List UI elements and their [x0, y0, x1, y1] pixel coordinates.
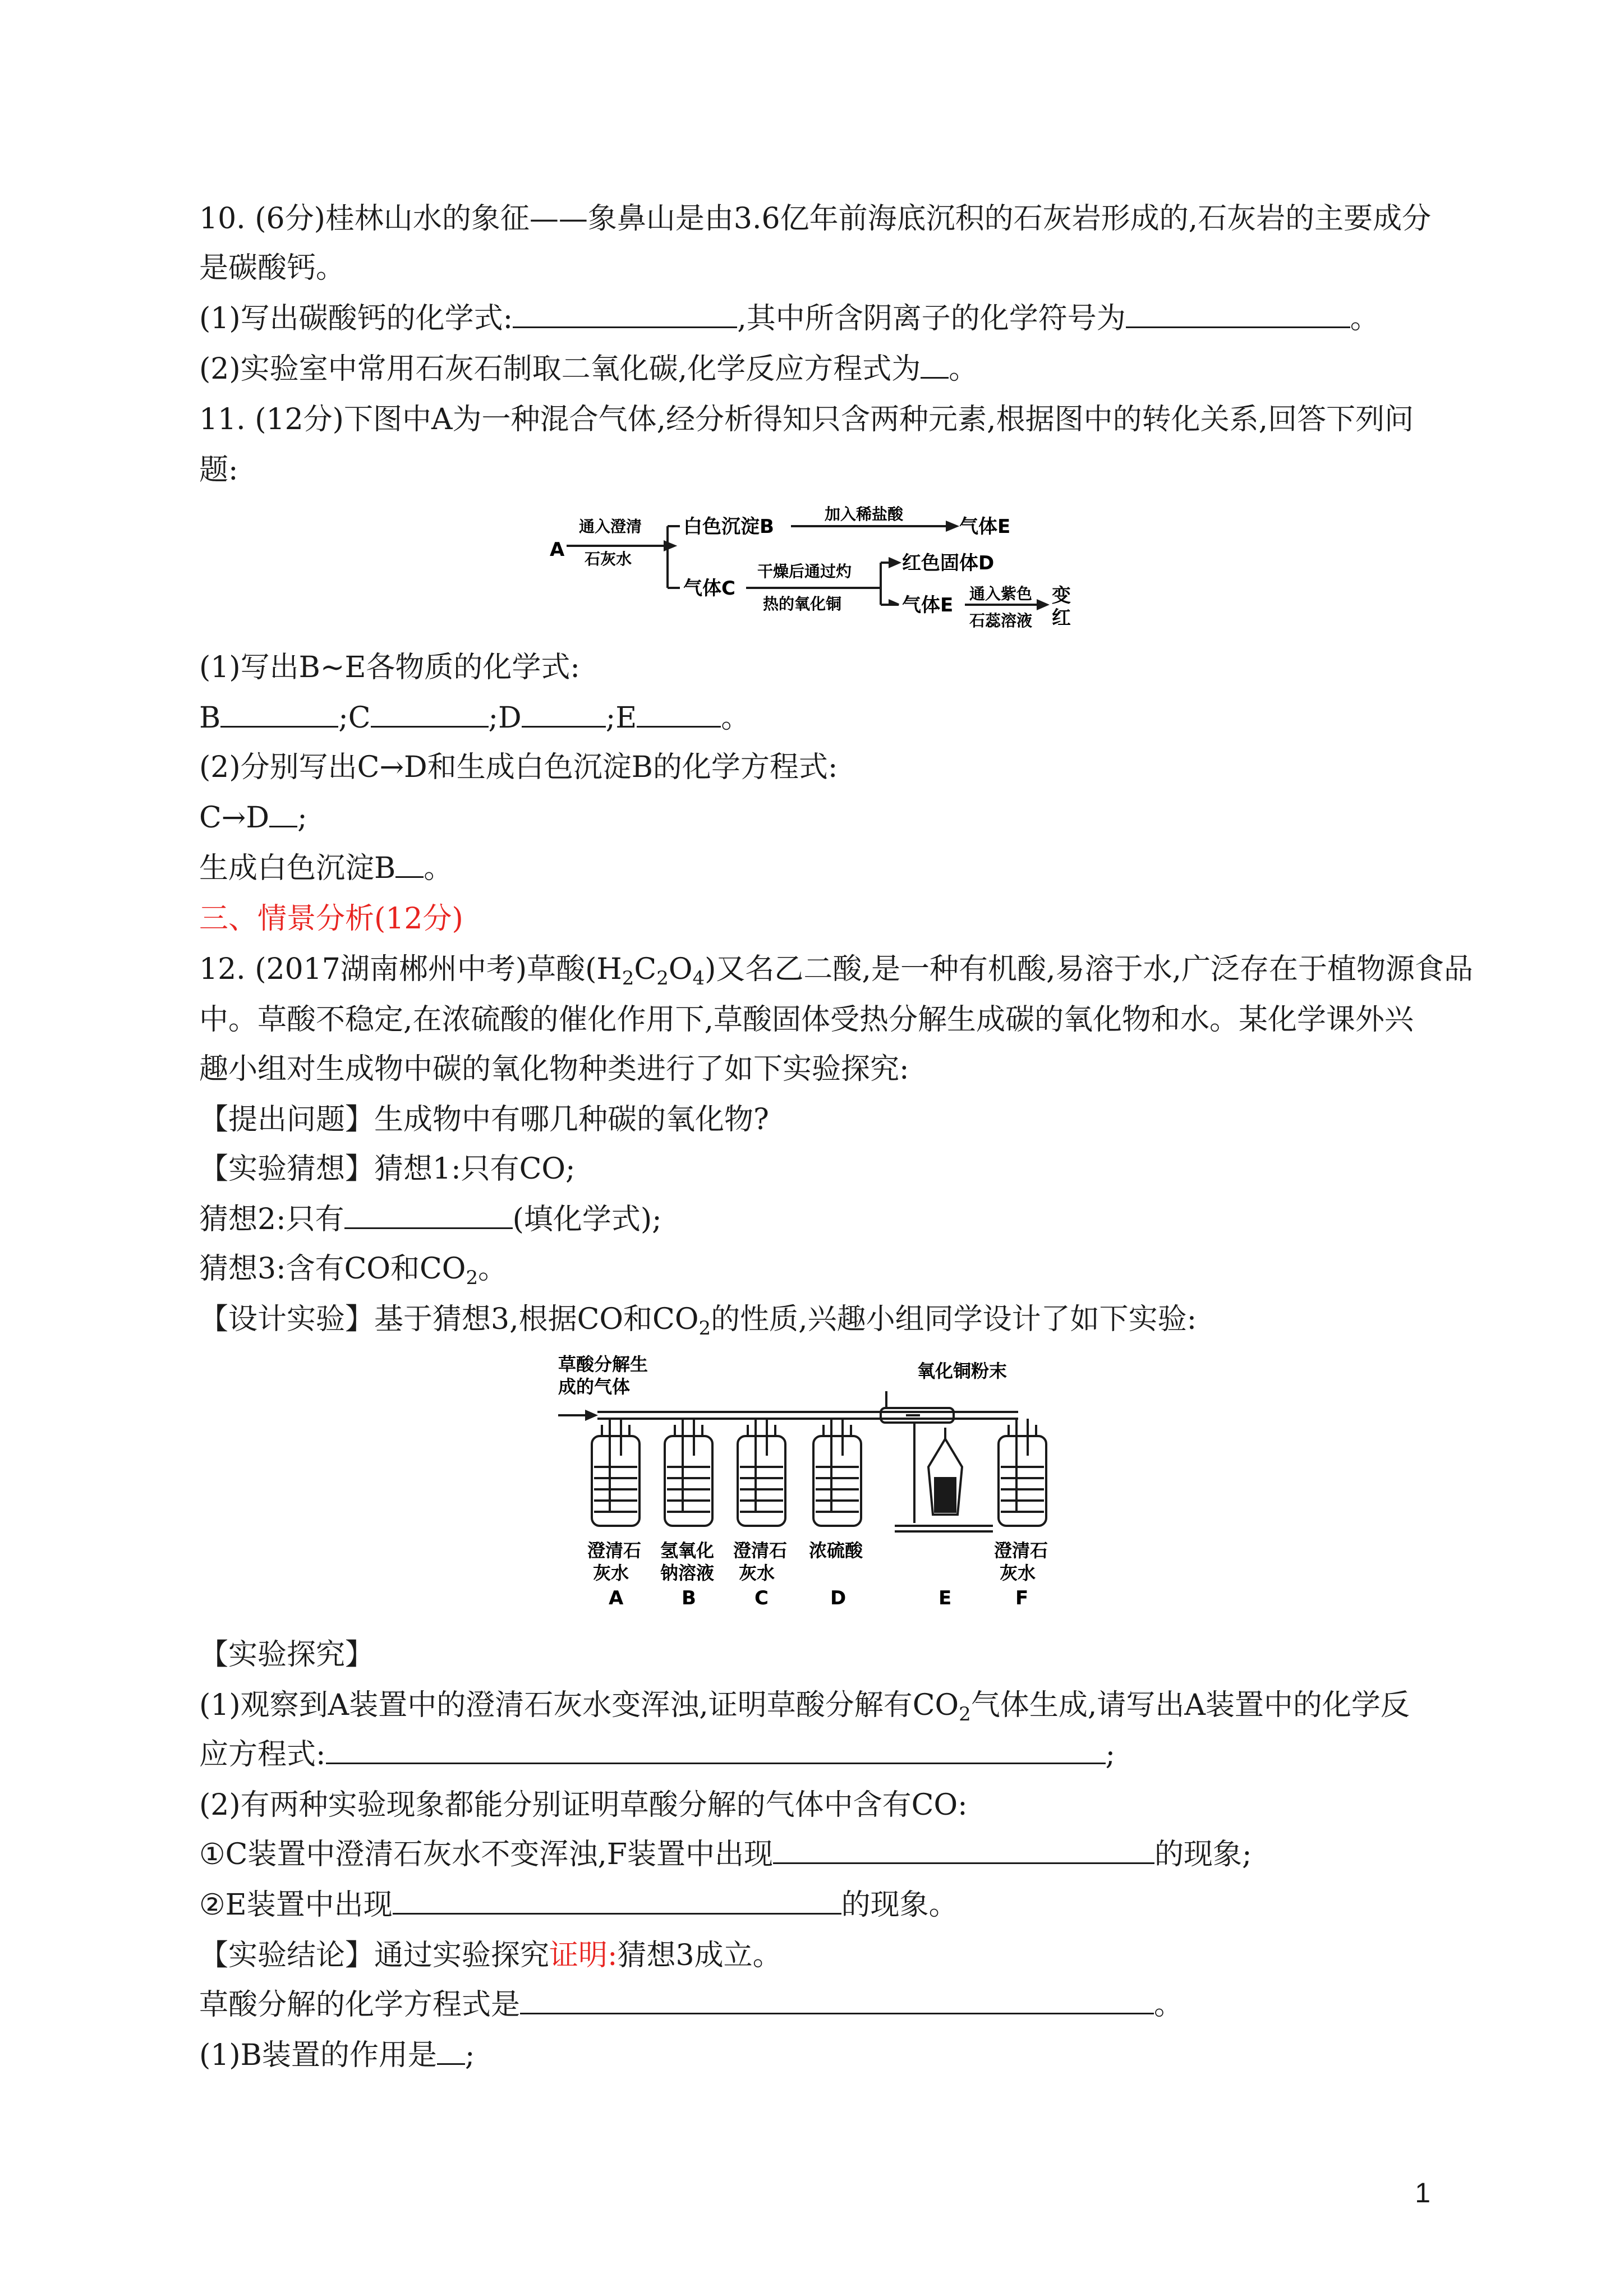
- inlet-label-bottom: 成的气体: [558, 1376, 631, 1397]
- flow-result-top: 变: [1052, 585, 1071, 607]
- answer-blank[interactable]: [522, 701, 606, 728]
- flow-a: A: [550, 539, 565, 561]
- section-heading: 三、情景分析(12分): [199, 902, 463, 936]
- label-f-bottom: 灰水: [1000, 1562, 1036, 1584]
- q11-line1: 11. (12分)下图中A为一种混合气体,经分析得知只含两种元素,根据图中的转化关系,回答下列问: [199, 403, 1414, 436]
- label-f-top: 澄清石: [994, 1540, 1048, 1561]
- answer-blank[interactable]: [395, 852, 424, 878]
- q11-white-precipitate: 生成白色沉淀B 。: [199, 852, 453, 885]
- answer-blank[interactable]: [773, 1838, 1154, 1864]
- q11-blanks: B ;C ;D ;E 。: [199, 701, 751, 735]
- label-b-top: 氢氧化: [660, 1540, 715, 1561]
- q12-question: 【提出问题】生成物中有哪几种碳的氧化物?: [199, 1103, 769, 1137]
- label-a-bottom: 灰水: [593, 1562, 629, 1584]
- answer-blank[interactable]: [220, 701, 338, 728]
- q12-explore: 【实验探究】: [199, 1638, 375, 1672]
- q12-equation: 草酸分解的化学方程式是 。: [199, 1988, 1184, 2022]
- q12-line2: 中。草酸不稳定,在浓硫酸的催化作用下,草酸固体受热分解生成碳的氧化物和水。某化学课外兴: [199, 1003, 1414, 1037]
- label-c-bottom: 灰水: [739, 1562, 775, 1584]
- flow-result-bottom: 红: [1052, 607, 1071, 629]
- bottle-a: [592, 1419, 640, 1526]
- label-c-top: 澄清石: [733, 1540, 788, 1561]
- q12-b-role: (1)B装置的作用是 ;: [199, 2039, 475, 2072]
- answer-blank[interactable]: [326, 1738, 1106, 1764]
- flow-step4-bottom: 石蕊溶液: [969, 611, 1033, 630]
- flow-gas-e-bottom: 气体E: [902, 594, 954, 616]
- q12-guess1: 【实验猜想】猜想1:只有CO;: [199, 1152, 576, 1186]
- q12-e2-1: ①C装置中澄清石灰水不变浑浊,F装置中出现 的现象;: [199, 1838, 1252, 1871]
- bottle-b: [665, 1419, 712, 1526]
- flow-step1-top: 通入澄清: [579, 517, 642, 536]
- bottle-f: [999, 1419, 1046, 1526]
- q12-line3: 趣小组对生成物中碳的氧化物种类进行了如下实验探究:: [199, 1052, 909, 1086]
- letter-b: B: [682, 1587, 696, 1609]
- label-d-top: 浓硫酸: [809, 1540, 863, 1561]
- q11-cd: C→D ;: [199, 801, 307, 835]
- q12-guess3: 猜想3:含有CO和$CO_2$。: [199, 1252, 508, 1289]
- q12-e2: (2)有两种实验现象都能分别证明草酸分解的气体中含有CO:: [199, 1788, 968, 1822]
- label-b-bottom: 钠溶液: [660, 1562, 715, 1584]
- cuo-label: 氧化铜粉末: [917, 1360, 1007, 1382]
- q12-e1-line2: 应方程式: ;: [199, 1738, 1116, 1772]
- conversion-flow-diagram: [550, 504, 1111, 638]
- answer-blank[interactable]: [637, 701, 721, 728]
- letter-f: F: [1015, 1587, 1029, 1609]
- answer-blank[interactable]: [1126, 302, 1350, 328]
- q11-line2: 题:: [199, 453, 238, 487]
- answer-blank[interactable]: [437, 2039, 465, 2065]
- letter-d: D: [830, 1587, 846, 1609]
- apparatus-diagram: [558, 1349, 1097, 1618]
- bottle-d: [813, 1419, 861, 1526]
- inlet-label-top: 草酸分解生: [558, 1354, 648, 1375]
- flow-c: 气体C: [683, 577, 735, 600]
- flow-step3-top: 干燥后通过灼: [757, 562, 852, 581]
- bottle-c: [738, 1419, 785, 1526]
- q10-part1: (1)写出碳酸钙的化学式: ,其中所含阴离子的化学符号为 。: [199, 302, 1379, 335]
- q12-e1-line1: (1)观察到A装置中的澄清石灰水变浑浊,证明草酸分解有$CO_2$气体生成,请写出A装置中的化学反: [199, 1688, 1410, 1726]
- q12-line1: 12. (2017湖南郴州中考)草酸$(H_2C_2O_4)$又名乙二酸,是一种有机酸,易溶于水,广泛存在于植物源食品: [199, 953, 1474, 990]
- letter-e: E: [938, 1587, 952, 1609]
- letter-c: C: [755, 1587, 769, 1609]
- page-number: 1: [1415, 2177, 1430, 2208]
- answer-blank[interactable]: [371, 701, 489, 728]
- q12-conclusion: 【实验结论】通过实验探究证明:猜想3成立。: [199, 1939, 782, 1972]
- q12-guess2: 猜想2:只有 (填化学式);: [199, 1203, 662, 1236]
- flow-step4-top: 通入紫色: [969, 585, 1033, 603]
- q10-line2: 是碳酸钙。: [199, 251, 346, 285]
- flow-step3-bottom: 热的氧化铜: [763, 595, 842, 613]
- q12-design: 【设计实验】基于猜想3,根据CO和$CO_2$的性质,兴趣小组同学设计了如下实验:: [199, 1303, 1197, 1340]
- answer-blank[interactable]: [344, 1203, 513, 1229]
- letter-a: A: [609, 1587, 624, 1609]
- flow-gas-e-top: 气体E: [959, 516, 1011, 538]
- answer-blank[interactable]: [513, 302, 737, 328]
- q10-line1: 10. (6分)桂林山水的象征——象鼻山是由3.6亿年前海底沉积的石灰岩形成的,石灰岩的主要成分: [199, 202, 1432, 236]
- flow-b: 白色沉淀B: [683, 516, 774, 538]
- flow-d: 红色固体D: [902, 552, 995, 574]
- q12-e2-2: ②E装置中出现 的现象。: [199, 1888, 958, 1922]
- flow-step2: 加入稀盐酸: [825, 505, 904, 523]
- answer-blank[interactable]: [520, 1988, 1154, 2014]
- label-a-top: 澄清石: [587, 1540, 642, 1561]
- flow-step1-bottom: 石灰水: [585, 550, 632, 568]
- answer-blank[interactable]: [269, 801, 297, 827]
- answer-blank[interactable]: [921, 352, 949, 379]
- q10-part2: (2)实验室中常用石灰石制取二氧化碳,化学反应方程式为 。: [199, 352, 978, 386]
- answer-blank[interactable]: [393, 1888, 841, 1915]
- q11-part2: (2)分别写出C→D和生成白色沉淀B的化学方程式:: [199, 751, 838, 784]
- q11-part1: (1)写出B~E各物质的化学式:: [199, 651, 580, 684]
